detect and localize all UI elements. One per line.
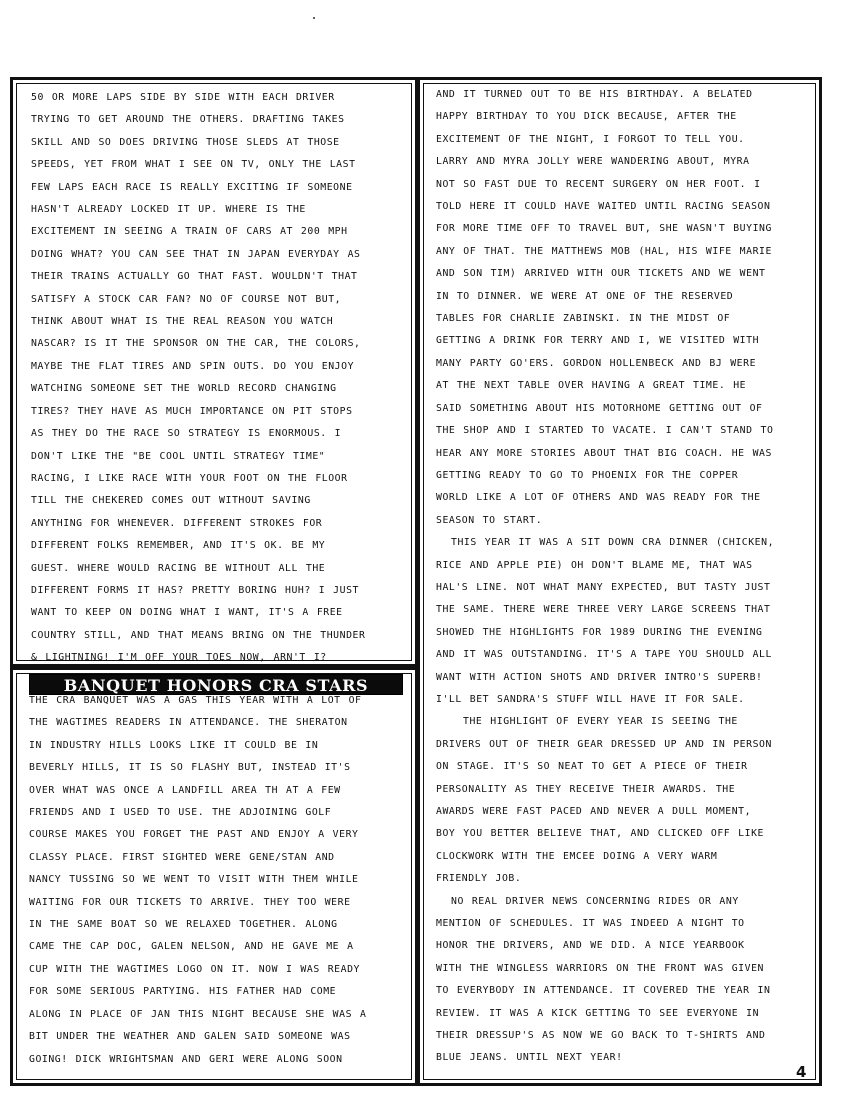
text-line: DRIVERS OUT OF THEIR GEAR DRESSED UP AND IN PERSON	[436, 738, 772, 750]
text-line: IN TO DINNER. WE WERE AT ONE OF THE RESERVED	[436, 290, 734, 302]
text-line: NOT SO FAST DUE TO RECENT SURGERY ON HER FOOT. I	[436, 178, 761, 190]
text-line: AWARDS WERE FAST PACED AND NEVER A DULL MOMENT,	[436, 806, 752, 817]
text-line: LARRY AND MYRA JOLLY WERE WANDERING ABOUT, MYRA	[436, 156, 750, 168]
text-line: WANT WITH ACTION SHOTS AND DRIVER INTRO'S SUPERB!	[436, 671, 763, 683]
text-line: BIT UNDER THE WEATHER AND GALEN SAID SOMEONE WAS	[29, 1031, 351, 1043]
text-line: & LIGHTNING! I'M OFF YOUR TOES NOW, ARN'T I?	[31, 652, 327, 664]
text-line: ON STAGE. IT'S SO NEAT TO GET A PIECE OF THEIR	[436, 761, 748, 773]
left-column-top-box	[10, 77, 418, 667]
paragraph	[436, 84, 811, 532]
text-line: WAITING FOR OUR TICKETS TO ARRIVE. THEY TOO WERE	[29, 896, 351, 908]
text-line: DOING WHAT? YOU CAN SEE THAT IN JAPAN EVERYDAY AS	[31, 248, 361, 260]
text-line: HONOR THE DRIVERS, AND WE DID. A NICE YEARBOOK	[436, 940, 745, 952]
paragraph	[436, 891, 811, 1070]
article-headline: BANQUET HONORS CRA STARS	[63, 676, 369, 695]
text-line: CAME THE CAP DOC, GALEN NELSON, AND HE GAVE ME A	[29, 941, 354, 953]
text-line: IN INDUSTRY HILLS LOOKS LIKE IT COULD BE IN	[29, 739, 319, 751]
text-line: WORLD LIKE A LOT OF OTHERS AND WAS READY FOR THE	[436, 492, 761, 504]
text-line: COURSE MAKES YOU FORGET THE PAST AND ENJOY A VERY	[29, 829, 359, 841]
text-line: FRIENDS AND I USED TO USE. THE ADJOINING GOLF	[29, 807, 332, 819]
text-line: GUEST. WHERE WOULD RACING BE WITHOUT ALL THE	[31, 562, 326, 574]
text-line: GETTING A DRINK FOR TERRY AND I, WE VISITED WITH	[436, 335, 760, 347]
text-line: THE WAGTIMES READERS IN ATTENDANCE. THE SHERATON	[29, 717, 348, 729]
text-line: SATISFY A STOCK CAR FAN? NO OF COURSE NOT BUT,	[31, 293, 342, 305]
text-line: THE SHOP AND I STARTED TO VACATE. I CAN'T STAND TO	[436, 425, 774, 437]
text-line: TOLD HERE IT COULD HAVE WAITED UNTIL RACING SEASON	[436, 201, 771, 213]
text-line: HASN'T ALREADY LOCKED IT UP. WHERE IS THE	[31, 204, 306, 216]
text-line: I'LL BET SANDRA'S STUFF WILL HAVE IT FOR SALE.	[436, 693, 745, 705]
text-line: HEAR ANY MORE STORIES ABOUT THAT BIG COACH. HE WAS	[436, 447, 772, 459]
text-line: SAID SOMETHING ABOUT HIS MOTORHOME GETTING OUT OF	[436, 402, 763, 414]
text-line: CLASSY PLACE. FIRST SIGHTED WERE GENE/STAN AND	[29, 851, 335, 863]
text-line: WATCHING SOMEONE SET THE WORLD RECORD CHANGING	[31, 383, 337, 395]
text-line: AND IT TURNED OUT TO BE HIS BIRTHDAY. A BELATED	[436, 89, 753, 100]
article-text	[29, 690, 407, 1071]
text-line: RACING, I LIKE RACE WITH YOUR FOOT ON THE FLOOR	[31, 472, 348, 484]
text-line: THE SAME. THERE WERE THREE VERY LARGE SCREENS THAT	[436, 604, 771, 616]
text-line: SEASON TO START.	[436, 514, 543, 526]
text-line: EXCITEMENT IN SEEING A TRAIN OF CARS AT 200 MPH	[31, 226, 348, 238]
text-line: NANCY TUSSING SO WE WENT TO VISIT WITH THEM WHILE	[29, 874, 359, 886]
text-line: THINK ABOUT WHAT IS THE REAL REASON YOU WATCH	[31, 316, 334, 328]
text-line: AT THE NEXT TABLE OVER HAVING A GREAT TIME. HE	[436, 380, 747, 392]
article-box	[10, 667, 418, 1086]
text-line: BEVERLY HILLS, IT IS SO FLASHY BUT, INSTEAD IT'S	[29, 762, 351, 774]
text-line: CUP WITH THE WAGTIMES LOGO ON IT. NOW I WAS READY	[29, 963, 360, 975]
text-line: FEW LAPS EACH RACE IS REALLY EXCITING IF SOMEONE	[31, 181, 353, 193]
text-line: MANY PARTY GO'ERS. GORDON HOLLENBECK AND BJ WERE	[436, 357, 757, 369]
text-line: TIRES? THEY HAVE AS MUCH IMPORTANCE ON PIT STOPS	[31, 405, 353, 417]
text-line: WITH THE WINGLESS WARRIORS ON THE FRONT WAS GIVEN	[436, 962, 764, 974]
text-line: ANYTHING FOR WHENEVER. DIFFERENT STROKES FOR	[31, 517, 323, 529]
right-column-text	[436, 84, 811, 1070]
text-line: THE CRA BANQUET WAS A GAS THIS YEAR WITH A LOT OF	[29, 695, 362, 706]
text-line: THE HIGHLIGHT OF EVERY YEAR IS SEEING THE	[463, 716, 738, 728]
paragraph	[436, 532, 811, 711]
text-line: BOY YOU BETTER BELIEVE THAT, AND CLICKED OFF LIKE	[436, 828, 764, 840]
text-line: DIFFERENT FORMS IT HAS? PRETTY BORING HUH? I JUST	[31, 584, 359, 596]
text-line: OVER WHAT WAS ONCE A LANDFILL AREA TH AT A FEW	[29, 784, 341, 796]
left-column-top-text	[31, 87, 406, 670]
text-line: TRYING TO GET AROUND THE OTHERS. DRAFTING TAKES	[31, 114, 345, 126]
text-line: THEIR DRESSUP'S AS NOW WE GO BACK TO T-SHIRTS AND	[436, 1030, 766, 1042]
text-line: AND IT WAS OUTSTANDING. IT'S A TAPE YOU SHOULD ALL	[436, 649, 772, 661]
text-line: FRIENDLY JOB.	[436, 873, 522, 885]
text-line: DIFFERENT FOLKS REMEMBER, AND IT'S OK. BE MY	[31, 540, 326, 552]
text-line: HAPPY BIRTHDAY TO YOU DICK BECAUSE, AFTER THE	[436, 111, 737, 123]
text-line: IN THE SAME BOAT SO WE RELAXED TOGETHER. ALONG	[29, 919, 338, 931]
right-column-box	[417, 77, 822, 1086]
text-line: AND SON TIM) ARRIVED WITH OUR TICKETS AND WE WENT	[436, 268, 766, 280]
text-line: ALONG IN PLACE OF JAN THIS NIGHT BECAUSE SHE WAS A	[29, 1008, 367, 1020]
text-line: DON'T LIKE THE "BE COOL UNTIL STRATEGY TIME"	[31, 450, 326, 462]
text-line: RICE AND APPLE PIE) OH DON'T BLAME ME, THAT WAS	[436, 559, 753, 571]
page-number: 4	[796, 1063, 807, 1081]
text-line: EXCITEMENT OF THE NIGHT, I FORGOT TO TELL YOU.	[436, 133, 745, 145]
text-line: CLOCKWORK WITH THE EMCEE DOING A VERY WARM	[436, 850, 718, 862]
text-line: GOING! DICK WRIGHTSMAN AND GERI WERE ALONG SOON	[29, 1053, 343, 1065]
text-line: TABLES FOR CHARLIE ZABINSKI. IN THE MIDST OF	[436, 313, 731, 325]
text-line: NO REAL DRIVER NEWS CONCERNING RIDES OR ANY	[451, 895, 739, 907]
text-line: TO EVERYBODY IN ATTENDANCE. IT COVERED THE YEAR IN	[436, 985, 771, 997]
text-line: REVIEW. IT WAS A KICK GETTING TO SEE EVERYONE IN	[436, 1007, 760, 1019]
text-line: SKILL AND SO DOES DRIVING THOSE SLEDS AT THOSE	[31, 136, 340, 148]
text-line: THIS YEAR IT WAS A SIT DOWN CRA DINNER (CHICKEN,	[451, 537, 775, 549]
text-line: BLUE JEANS. UNTIL NEXT YEAR!	[436, 1052, 623, 1064]
text-line: HAL'S LINE. NOT WHAT MANY EXPECTED, BUT TASTY JUST	[436, 581, 771, 593]
text-line: SPEEDS, YET FROM WHAT I SEE ON TV, ONLY THE LAST	[31, 159, 356, 171]
text-line: COUNTRY STILL, AND THAT MEANS BRING ON THE THUNDER	[31, 629, 366, 641]
text-line: GETTING READY TO GO TO PHOENIX FOR THE COPPER	[436, 469, 739, 481]
text-line: PERSONALITY AS THEY RECEIVE THEIR AWARDS. THE	[436, 783, 736, 795]
text-line: AS THEY DO THE RACE SO STRATEGY IS ENORMOUS. I	[31, 428, 342, 440]
text-line: FOR MORE TIME OFF TO TRAVEL BUT, SHE WASN'T BUYING	[436, 223, 772, 235]
text-line: MENTION OF SCHEDULES. IT WAS INDEED A NIGHT TO	[436, 918, 745, 930]
text-line: NASCAR? IS IT THE SPONSOR ON THE CAR, THE COLORS,	[31, 338, 361, 350]
scan-speck	[313, 17, 315, 19]
paragraph	[436, 711, 811, 890]
text-line: WANT TO KEEP ON DOING WHAT I WANT, IT'S A FREE	[31, 607, 343, 619]
text-line: TILL THE CHEKERED COMES OUT WITHOUT SAVING	[31, 495, 311, 507]
text-line: SHOWED THE HIGHLIGHTS FOR 1989 DURING THE EVENING	[436, 626, 763, 638]
text-line: MAYBE THE FLAT TIRES AND SPIN OUTS. DO YOU ENJOY	[31, 360, 355, 372]
text-line: ANY OF THAT. THE MATTHEWS MOB (HAL, HIS WIFE MARIE	[436, 245, 772, 257]
text-line: FOR SOME SERIOUS PARTYING. HIS FATHER HAD COME	[29, 986, 337, 998]
text-line: THEIR TRAINS ACTUALLY GO THAT FAST. WOULDN'T THAT	[31, 271, 358, 283]
text-line: 50 OR MORE LAPS SIDE BY SIDE WITH EACH DRIVER	[31, 92, 335, 103]
